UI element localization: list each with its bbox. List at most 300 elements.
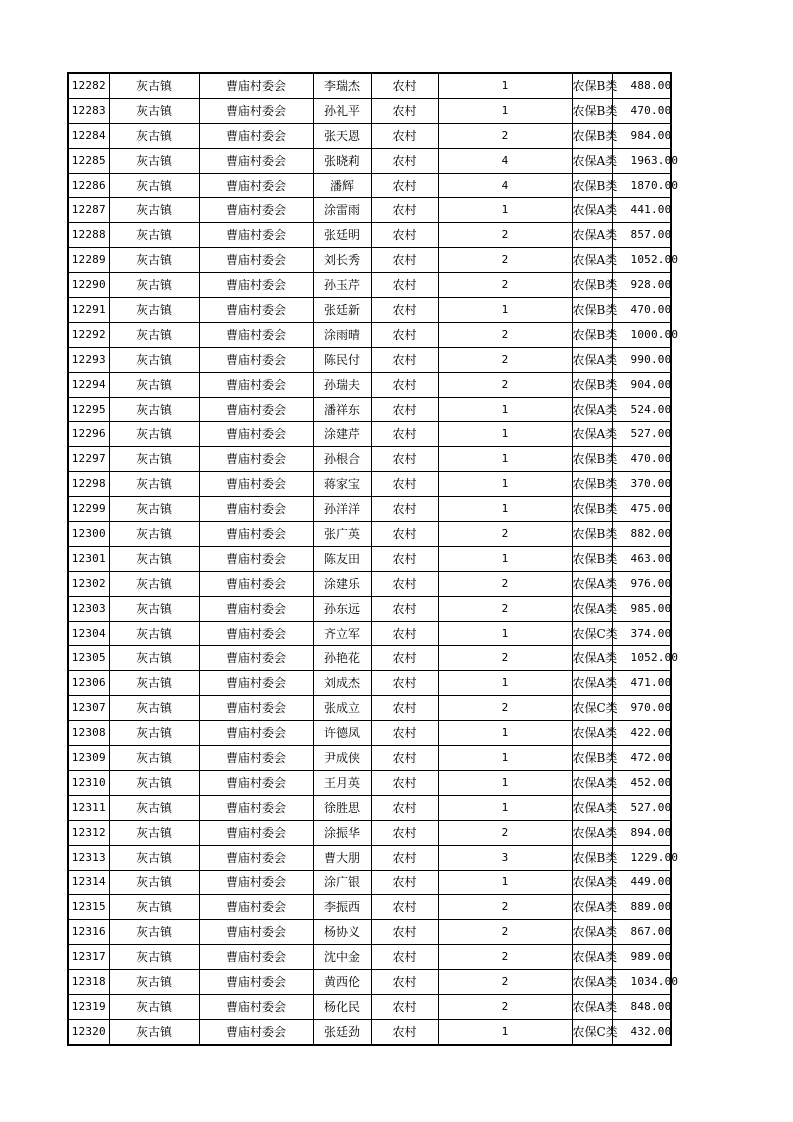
insurance-type-cell: 农保B类: [572, 73, 612, 98]
amount-cell: 527.00: [612, 422, 671, 447]
town-cell: 灰古镇: [109, 148, 199, 173]
household-count-cell: 2: [438, 372, 572, 397]
amount-cell: 470.00: [612, 298, 671, 323]
household-count-cell: 2: [438, 646, 572, 671]
record-id-cell: 12284: [68, 123, 109, 148]
table-row: [68, 820, 671, 845]
amount-cell: 970.00: [612, 696, 671, 721]
record-id-cell: 12300: [68, 522, 109, 547]
town-cell: 灰古镇: [109, 845, 199, 870]
town-cell: 灰古镇: [109, 671, 199, 696]
table-row: [68, 497, 671, 522]
person-name-cell: 尹成侠: [313, 746, 371, 771]
person-name-cell: 孙东远: [313, 596, 371, 621]
person-name-cell: 张晓莉: [313, 148, 371, 173]
village-committee-cell: 曹庙村委会: [199, 546, 313, 571]
village-committee-cell: 曹庙村委会: [199, 646, 313, 671]
town-cell: 灰古镇: [109, 945, 199, 970]
town-cell: 灰古镇: [109, 322, 199, 347]
amount-cell: 848.00: [612, 994, 671, 1019]
insurance-type-cell: 农保A类: [572, 198, 612, 223]
insurance-type-cell: 农保B类: [572, 173, 612, 198]
person-name-cell: 曹大朋: [313, 845, 371, 870]
town-cell: 灰古镇: [109, 571, 199, 596]
table-row: [68, 248, 671, 273]
village-committee-cell: 曹庙村委会: [199, 820, 313, 845]
insurance-type-cell: 农保C类: [572, 696, 612, 721]
area-type-cell: 农村: [371, 970, 438, 995]
area-type-cell: 农村: [371, 298, 438, 323]
household-count-cell: 2: [438, 920, 572, 945]
town-cell: 灰古镇: [109, 646, 199, 671]
amount-cell: 374.00: [612, 621, 671, 646]
table-row: [68, 696, 671, 721]
insurance-type-cell: 农保A类: [572, 870, 612, 895]
household-count-cell: 2: [438, 522, 572, 547]
amount-cell: 882.00: [612, 522, 671, 547]
amount-cell: 889.00: [612, 895, 671, 920]
amount-cell: 422.00: [612, 721, 671, 746]
insurance-type-cell: 农保B类: [572, 98, 612, 123]
roster-table-body: [68, 73, 679, 1045]
village-committee-cell: 曹庙村委会: [199, 770, 313, 795]
amount-cell: 1229.00: [612, 845, 671, 870]
table-row: [68, 98, 671, 123]
person-name-cell: 刘成杰: [313, 671, 371, 696]
amount-cell: 1000.00: [612, 322, 671, 347]
town-cell: 灰古镇: [109, 770, 199, 795]
person-name-cell: 王月英: [313, 770, 371, 795]
amount-cell: 452.00: [612, 770, 671, 795]
village-committee-cell: 曹庙村委会: [199, 422, 313, 447]
insurance-type-cell: 农保B类: [572, 522, 612, 547]
table-row: [68, 546, 671, 571]
amount-cell: 432.00: [612, 1019, 671, 1044]
person-name-cell: 李振西: [313, 895, 371, 920]
insurance-type-cell: 农保B类: [572, 447, 612, 472]
area-type-cell: 农村: [371, 148, 438, 173]
record-id-cell: 12303: [68, 596, 109, 621]
record-id-cell: 12297: [68, 447, 109, 472]
amount-cell: 867.00: [612, 920, 671, 945]
table-row: [68, 571, 671, 596]
person-name-cell: 张天恩: [313, 123, 371, 148]
record-id-cell: 12311: [68, 795, 109, 820]
record-id-cell: 12285: [68, 148, 109, 173]
person-name-cell: 涂雨晴: [313, 322, 371, 347]
record-id-cell: 12305: [68, 646, 109, 671]
table-row: [68, 671, 671, 696]
area-type-cell: 农村: [371, 671, 438, 696]
area-type-cell: 农村: [371, 322, 438, 347]
record-id-cell: 12315: [68, 895, 109, 920]
village-committee-cell: 曹庙村委会: [199, 148, 313, 173]
person-name-cell: 沈中金: [313, 945, 371, 970]
town-cell: 灰古镇: [109, 372, 199, 397]
person-name-cell: 陈友田: [313, 546, 371, 571]
household-count-cell: 2: [438, 945, 572, 970]
insurance-type-cell: 农保A类: [572, 422, 612, 447]
table-row: [68, 447, 671, 472]
record-id-cell: 12314: [68, 870, 109, 895]
village-committee-cell: 曹庙村委会: [199, 98, 313, 123]
village-committee-cell: 曹庙村委会: [199, 895, 313, 920]
village-committee-cell: 曹庙村委会: [199, 223, 313, 248]
person-name-cell: 孙艳花: [313, 646, 371, 671]
insurance-type-cell: 农保B类: [572, 372, 612, 397]
amount-cell: 976.00: [612, 571, 671, 596]
record-id-cell: 12291: [68, 298, 109, 323]
record-id-cell: 12304: [68, 621, 109, 646]
table-row: [68, 994, 671, 1019]
table-row: [68, 770, 671, 795]
table-row: [68, 895, 671, 920]
town-cell: 灰古镇: [109, 497, 199, 522]
area-type-cell: 农村: [371, 770, 438, 795]
area-type-cell: 农村: [371, 845, 438, 870]
amount-cell: 475.00: [612, 497, 671, 522]
record-id-cell: 12286: [68, 173, 109, 198]
record-id-cell: 12296: [68, 422, 109, 447]
area-type-cell: 农村: [371, 696, 438, 721]
town-cell: 灰古镇: [109, 795, 199, 820]
household-count-cell: 2: [438, 696, 572, 721]
household-count-cell: 4: [438, 173, 572, 198]
town-cell: 灰古镇: [109, 73, 199, 98]
town-cell: 灰古镇: [109, 621, 199, 646]
area-type-cell: 农村: [371, 497, 438, 522]
village-committee-cell: 曹庙村委会: [199, 696, 313, 721]
person-name-cell: 潘辉: [313, 173, 371, 198]
area-type-cell: 农村: [371, 945, 438, 970]
insurance-type-cell: 农保A类: [572, 347, 612, 372]
town-cell: 灰古镇: [109, 596, 199, 621]
area-type-cell: 农村: [371, 472, 438, 497]
town-cell: 灰古镇: [109, 970, 199, 995]
village-committee-cell: 曹庙村委会: [199, 746, 313, 771]
roster-table: [67, 72, 679, 1046]
area-type-cell: 农村: [371, 273, 438, 298]
village-committee-cell: 曹庙村委会: [199, 920, 313, 945]
record-id-cell: 12290: [68, 273, 109, 298]
area-type-cell: 农村: [371, 223, 438, 248]
person-name-cell: 潘祥东: [313, 397, 371, 422]
village-committee-cell: 曹庙村委会: [199, 322, 313, 347]
insurance-type-cell: 农保A类: [572, 945, 612, 970]
household-count-cell: 1: [438, 422, 572, 447]
record-id-cell: 12292: [68, 322, 109, 347]
household-count-cell: 1: [438, 621, 572, 646]
household-count-cell: 1: [438, 870, 572, 895]
household-count-cell: 3: [438, 845, 572, 870]
town-cell: 灰古镇: [109, 123, 199, 148]
village-committee-cell: 曹庙村委会: [199, 397, 313, 422]
amount-cell: 1052.00: [612, 248, 671, 273]
village-committee-cell: 曹庙村委会: [199, 198, 313, 223]
table-row: [68, 721, 671, 746]
table-row: [68, 397, 671, 422]
area-type-cell: 农村: [371, 646, 438, 671]
amount-cell: 470.00: [612, 447, 671, 472]
record-id-cell: 12298: [68, 472, 109, 497]
table-row: [68, 870, 671, 895]
record-id-cell: 12294: [68, 372, 109, 397]
table-row: [68, 795, 671, 820]
person-name-cell: 杨协义: [313, 920, 371, 945]
table-row: [68, 298, 671, 323]
table-row: [68, 73, 671, 98]
person-name-cell: 孙根合: [313, 447, 371, 472]
household-count-cell: 1: [438, 73, 572, 98]
amount-cell: 989.00: [612, 945, 671, 970]
amount-cell: 857.00: [612, 223, 671, 248]
village-committee-cell: 曹庙村委会: [199, 970, 313, 995]
person-name-cell: 徐胜思: [313, 795, 371, 820]
amount-cell: 985.00: [612, 596, 671, 621]
household-count-cell: 2: [438, 322, 572, 347]
record-id-cell: 12308: [68, 721, 109, 746]
record-id-cell: 12293: [68, 347, 109, 372]
table-row: [68, 920, 671, 945]
table-row: [68, 123, 671, 148]
insurance-type-cell: 农保A类: [572, 223, 612, 248]
amount-cell: 449.00: [612, 870, 671, 895]
insurance-type-cell: 农保C类: [572, 621, 612, 646]
amount-cell: 1034.00: [612, 970, 671, 995]
insurance-type-cell: 农保B类: [572, 273, 612, 298]
insurance-type-cell: 农保A类: [572, 571, 612, 596]
amount-cell: 904.00: [612, 372, 671, 397]
amount-cell: 928.00: [612, 273, 671, 298]
insurance-type-cell: 农保B类: [572, 472, 612, 497]
amount-cell: 488.00: [612, 73, 671, 98]
person-name-cell: 许德凤: [313, 721, 371, 746]
household-count-cell: 2: [438, 571, 572, 596]
person-name-cell: 孙玉芹: [313, 273, 371, 298]
person-name-cell: 陈民付: [313, 347, 371, 372]
amount-cell: 984.00: [612, 123, 671, 148]
insurance-type-cell: 农保A类: [572, 721, 612, 746]
area-type-cell: 农村: [371, 895, 438, 920]
household-count-cell: 2: [438, 895, 572, 920]
table-row: [68, 1019, 671, 1044]
record-id-cell: 12319: [68, 994, 109, 1019]
village-committee-cell: 曹庙村委会: [199, 621, 313, 646]
town-cell: 灰古镇: [109, 98, 199, 123]
village-committee-cell: 曹庙村委会: [199, 123, 313, 148]
table-row: [68, 746, 671, 771]
town-cell: 灰古镇: [109, 696, 199, 721]
area-type-cell: 农村: [371, 198, 438, 223]
person-name-cell: 涂振华: [313, 820, 371, 845]
area-type-cell: 农村: [371, 920, 438, 945]
village-committee-cell: 曹庙村委会: [199, 845, 313, 870]
town-cell: 灰古镇: [109, 298, 199, 323]
insurance-type-cell: 农保B类: [572, 123, 612, 148]
record-id-cell: 12306: [68, 671, 109, 696]
household-count-cell: 1: [438, 746, 572, 771]
record-id-cell: 12313: [68, 845, 109, 870]
household-count-cell: 1: [438, 770, 572, 795]
record-id-cell: 12282: [68, 73, 109, 98]
household-count-cell: 2: [438, 273, 572, 298]
village-committee-cell: 曹庙村委会: [199, 273, 313, 298]
amount-cell: 1870.00: [612, 173, 671, 198]
area-type-cell: 农村: [371, 347, 438, 372]
village-committee-cell: 曹庙村委会: [199, 298, 313, 323]
household-count-cell: 1: [438, 298, 572, 323]
village-committee-cell: 曹庙村委会: [199, 472, 313, 497]
village-committee-cell: 曹庙村委会: [199, 870, 313, 895]
person-name-cell: 涂广银: [313, 870, 371, 895]
insurance-type-cell: 农保B类: [572, 845, 612, 870]
household-count-cell: 2: [438, 994, 572, 1019]
amount-cell: 471.00: [612, 671, 671, 696]
person-name-cell: 李瑞杰: [313, 73, 371, 98]
amount-cell: 463.00: [612, 546, 671, 571]
record-id-cell: 12288: [68, 223, 109, 248]
area-type-cell: 农村: [371, 422, 438, 447]
area-type-cell: 农村: [371, 621, 438, 646]
table-row: [68, 347, 671, 372]
town-cell: 灰古镇: [109, 994, 199, 1019]
village-committee-cell: 曹庙村委会: [199, 795, 313, 820]
village-committee-cell: 曹庙村委会: [199, 571, 313, 596]
insurance-type-cell: 农保A类: [572, 671, 612, 696]
area-type-cell: 农村: [371, 372, 438, 397]
person-name-cell: 孙礼平: [313, 98, 371, 123]
table-row: [68, 596, 671, 621]
record-id-cell: 12320: [68, 1019, 109, 1044]
person-name-cell: 蒋家宝: [313, 472, 371, 497]
area-type-cell: 农村: [371, 98, 438, 123]
insurance-type-cell: 农保B类: [572, 746, 612, 771]
area-type-cell: 农村: [371, 447, 438, 472]
insurance-type-cell: 农保A类: [572, 920, 612, 945]
record-id-cell: 12289: [68, 248, 109, 273]
town-cell: 灰古镇: [109, 397, 199, 422]
town-cell: 灰古镇: [109, 1019, 199, 1044]
household-count-cell: 1: [438, 98, 572, 123]
person-name-cell: 孙洋洋: [313, 497, 371, 522]
area-type-cell: 农村: [371, 522, 438, 547]
table-row: [68, 422, 671, 447]
household-count-cell: 1: [438, 472, 572, 497]
village-committee-cell: 曹庙村委会: [199, 596, 313, 621]
town-cell: 灰古镇: [109, 422, 199, 447]
amount-cell: 527.00: [612, 795, 671, 820]
household-count-cell: 1: [438, 671, 572, 696]
insurance-type-cell: 农保A类: [572, 148, 612, 173]
table-row: [68, 621, 671, 646]
record-id-cell: 12301: [68, 546, 109, 571]
village-committee-cell: 曹庙村委会: [199, 347, 313, 372]
household-count-cell: 1: [438, 497, 572, 522]
town-cell: 灰古镇: [109, 248, 199, 273]
village-committee-cell: 曹庙村委会: [199, 173, 313, 198]
area-type-cell: 农村: [371, 721, 438, 746]
table-row: [68, 646, 671, 671]
insurance-type-cell: 农保A类: [572, 596, 612, 621]
town-cell: 灰古镇: [109, 895, 199, 920]
household-count-cell: 1: [438, 198, 572, 223]
insurance-type-cell: 农保B类: [572, 497, 612, 522]
table-row: [68, 223, 671, 248]
village-committee-cell: 曹庙村委会: [199, 73, 313, 98]
town-cell: 灰古镇: [109, 522, 199, 547]
amount-cell: 990.00: [612, 347, 671, 372]
amount-cell: 524.00: [612, 397, 671, 422]
record-id-cell: 12309: [68, 746, 109, 771]
person-name-cell: 涂建乐: [313, 571, 371, 596]
record-id-cell: 12299: [68, 497, 109, 522]
town-cell: 灰古镇: [109, 447, 199, 472]
household-count-cell: 1: [438, 1019, 572, 1044]
village-committee-cell: 曹庙村委会: [199, 497, 313, 522]
household-count-cell: 2: [438, 970, 572, 995]
insurance-type-cell: 农保A类: [572, 248, 612, 273]
household-count-cell: 1: [438, 721, 572, 746]
amount-cell: 1963.00: [612, 148, 671, 173]
area-type-cell: 农村: [371, 123, 438, 148]
table-row: [68, 148, 671, 173]
table-row: [68, 472, 671, 497]
amount-cell: 472.00: [612, 746, 671, 771]
amount-cell: 441.00: [612, 198, 671, 223]
village-committee-cell: 曹庙村委会: [199, 248, 313, 273]
town-cell: 灰古镇: [109, 198, 199, 223]
area-type-cell: 农村: [371, 397, 438, 422]
area-type-cell: 农村: [371, 596, 438, 621]
town-cell: 灰古镇: [109, 546, 199, 571]
area-type-cell: 农村: [371, 870, 438, 895]
town-cell: 灰古镇: [109, 820, 199, 845]
amount-cell: 370.00: [612, 472, 671, 497]
household-count-cell: 2: [438, 248, 572, 273]
person-name-cell: 齐立军: [313, 621, 371, 646]
village-committee-cell: 曹庙村委会: [199, 994, 313, 1019]
area-type-cell: 农村: [371, 546, 438, 571]
table-row: [68, 173, 671, 198]
record-id-cell: 12312: [68, 820, 109, 845]
insurance-type-cell: 农保A类: [572, 397, 612, 422]
village-committee-cell: 曹庙村委会: [199, 372, 313, 397]
table-row: [68, 322, 671, 347]
insurance-type-cell: 农保A类: [572, 970, 612, 995]
village-committee-cell: 曹庙村委会: [199, 945, 313, 970]
insurance-type-cell: 农保B类: [572, 546, 612, 571]
record-id-cell: 12317: [68, 945, 109, 970]
area-type-cell: 农村: [371, 994, 438, 1019]
town-cell: 灰古镇: [109, 721, 199, 746]
amount-cell: 470.00: [612, 98, 671, 123]
table-row: [68, 970, 671, 995]
insurance-type-cell: 农保C类: [572, 1019, 612, 1044]
insurance-type-cell: 农保A类: [572, 994, 612, 1019]
household-count-cell: 2: [438, 820, 572, 845]
area-type-cell: 农村: [371, 173, 438, 198]
table-row: [68, 845, 671, 870]
household-count-cell: 2: [438, 347, 572, 372]
household-count-cell: 2: [438, 123, 572, 148]
person-name-cell: 涂建芹: [313, 422, 371, 447]
insurance-type-cell: 农保A类: [572, 895, 612, 920]
amount-cell: 894.00: [612, 820, 671, 845]
person-name-cell: 杨化民: [313, 994, 371, 1019]
town-cell: 灰古镇: [109, 870, 199, 895]
person-name-cell: 孙瑞夫: [313, 372, 371, 397]
insurance-type-cell: 农保A类: [572, 795, 612, 820]
